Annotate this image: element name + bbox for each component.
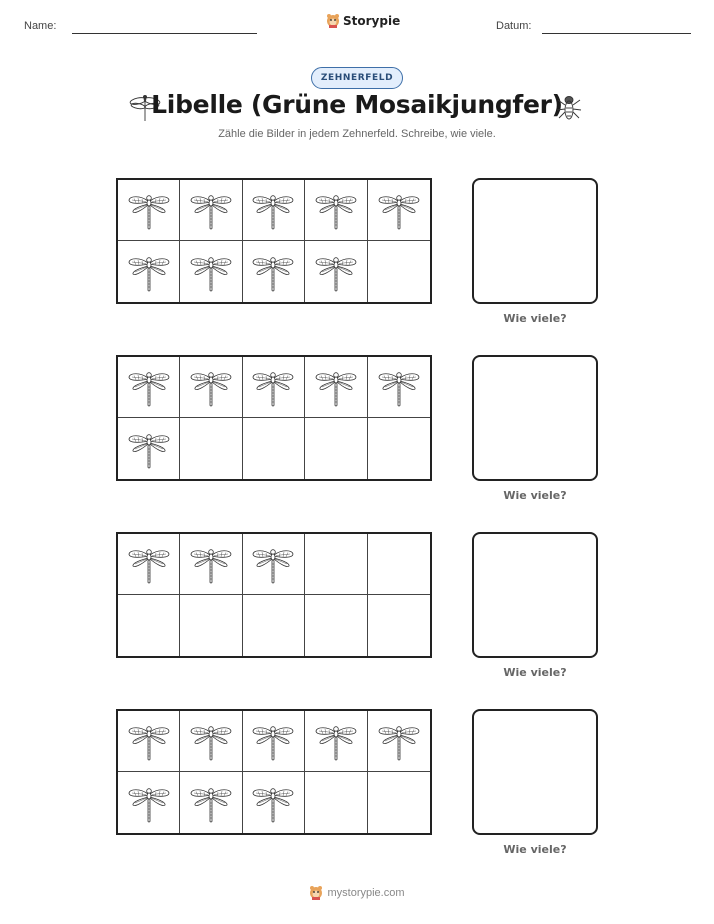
dragonfly-icon [126, 780, 172, 826]
footer [0, 885, 714, 901]
ten-frame-cell-filled [243, 772, 305, 833]
larva-icon [552, 92, 586, 122]
ten-frame-cell-empty [305, 772, 367, 833]
ten-frame-cell-filled [118, 241, 180, 302]
date-line[interactable] [542, 33, 691, 34]
dragonfly-icon [126, 718, 172, 764]
dragonfly-icon [126, 187, 172, 233]
ten-frame-cell-filled [118, 180, 180, 241]
dragonfly-icon [250, 249, 296, 295]
name-line[interactable] [72, 33, 257, 34]
ten-frame-cell-empty [243, 595, 305, 656]
dragonfly-icon [188, 780, 234, 826]
ten-frame-cell-filled [305, 180, 367, 241]
ten-frame-cell-filled [180, 241, 242, 302]
ten-frame-cell-filled [180, 534, 242, 595]
ten-frame-cell-filled [243, 241, 305, 302]
ten-frame-4 [116, 709, 432, 835]
ten-frame-cell-empty [243, 418, 305, 479]
dragonfly-icon [313, 187, 359, 233]
dragonfly-icon [188, 187, 234, 233]
ten-frame-3 [116, 532, 432, 658]
answer-box-1[interactable] [472, 178, 598, 304]
ten-frame-cell-empty [368, 772, 430, 833]
ten-frame-cell-filled [368, 711, 430, 772]
ten-frame-cell-filled [243, 534, 305, 595]
ten-frame-cell-filled [243, 180, 305, 241]
ten-frame-cell-empty [368, 534, 430, 595]
ten-frame-cell-filled [180, 357, 242, 418]
dragonfly-icon [250, 364, 296, 410]
dragonfly-icon [188, 718, 234, 764]
dragonfly-icon [376, 187, 422, 233]
answer-box-4[interactable] [472, 709, 598, 835]
answer-label-3: Wie viele? [503, 666, 567, 679]
page-title: Libelle (Grüne Mosaikjungfer) [151, 90, 563, 119]
dragonfly-icon [126, 364, 172, 410]
brand-logo [326, 13, 400, 29]
name-label: Name: [24, 20, 57, 32]
ten-frame-cell-filled [118, 418, 180, 479]
dragonfly-icon [188, 541, 234, 587]
ten-frame-cell-empty [305, 534, 367, 595]
storypie-logo-icon [326, 13, 340, 29]
answer-label-1: Wie viele? [503, 312, 567, 325]
ten-frame-cell-filled [305, 357, 367, 418]
answer-label-2: Wie viele? [503, 489, 567, 502]
ten-frame-cell-filled [368, 357, 430, 418]
ten-frame-cell-empty [368, 418, 430, 479]
ten-frame-cell-filled [118, 711, 180, 772]
storypie-logo-icon [309, 885, 323, 901]
ten-frame-cell-filled [118, 772, 180, 833]
ten-frame-cell-empty [180, 595, 242, 656]
dragonfly-icon [250, 718, 296, 764]
ten-frame-cell-empty [305, 418, 367, 479]
brand-name: Storypie [343, 14, 401, 28]
answer-label-4: Wie viele? [503, 843, 567, 856]
ten-frame-cell-empty [305, 595, 367, 656]
ten-frame-cell-filled [118, 534, 180, 595]
ten-frame-cell-empty [368, 595, 430, 656]
ten-frame-cell-filled [243, 357, 305, 418]
dragonfly-icon [126, 541, 172, 587]
ten-frame-cell-filled [180, 772, 242, 833]
ten-frame-cell-filled [243, 711, 305, 772]
answer-box-2[interactable] [472, 355, 598, 481]
dragonfly-icon [126, 249, 172, 295]
dragonfly-icon [313, 718, 359, 764]
ten-frame-cell-filled [368, 180, 430, 241]
footer-url: mystorypie.com [327, 887, 405, 899]
instructions: Zähle die Bilder in jedem Zehnerfeld. Schreibe, wie viele. [218, 128, 496, 140]
ten-frame-cell-empty [118, 595, 180, 656]
dragonfly-icon [250, 541, 296, 587]
dragonfly-icon [188, 249, 234, 295]
ten-frame-cell-empty [180, 418, 242, 479]
ten-frame-cell-filled [305, 711, 367, 772]
date-label: Datum: [496, 20, 532, 32]
dragonfly-icon [313, 364, 359, 410]
dragonfly-icon [376, 364, 422, 410]
ten-frame-2 [116, 355, 432, 481]
ten-frame-cell-filled [180, 180, 242, 241]
dragonfly-icon [250, 780, 296, 826]
dragonfly-icon [250, 187, 296, 233]
ten-frame-cell-empty [368, 241, 430, 302]
dragonfly-icon [126, 426, 172, 472]
ten-frame-1 [116, 178, 432, 304]
dragonfly-icon [376, 718, 422, 764]
ten-frame-cell-filled [180, 711, 242, 772]
ten-frame-cell-filled [305, 241, 367, 302]
answer-box-3[interactable] [472, 532, 598, 658]
dragonfly-icon [188, 364, 234, 410]
dragonfly-icon [313, 249, 359, 295]
ten-frame-cell-filled [118, 357, 180, 418]
category-badge: ZEHNERFELD [311, 67, 403, 89]
